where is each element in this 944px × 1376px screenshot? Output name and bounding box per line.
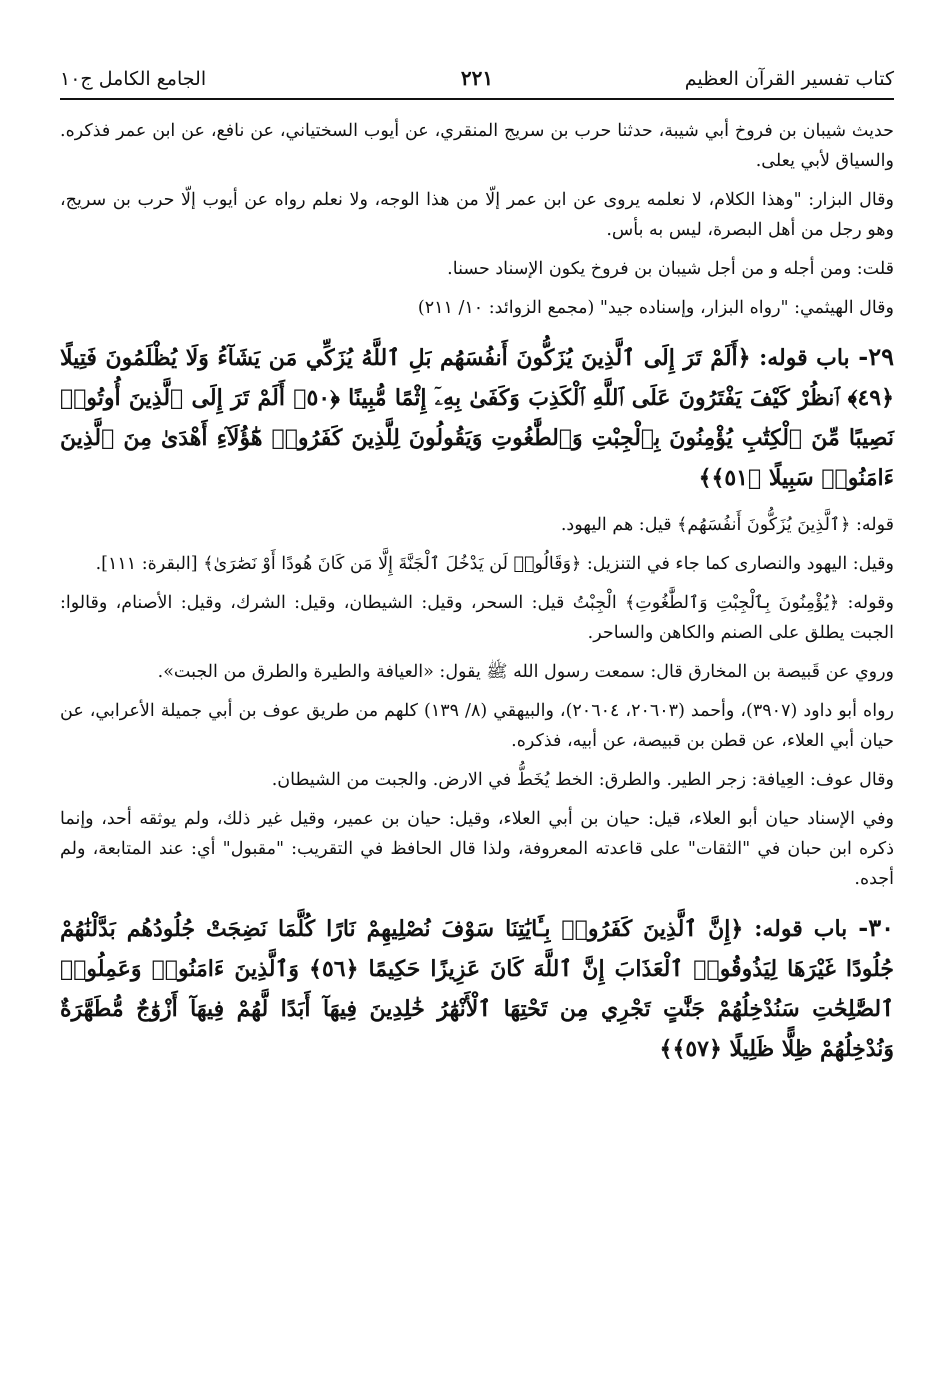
- paragraph: وقال البزار: "وهذا الكلام، لا نعلمه يروى عن ابن عمر إلّا من هذا الوجه، ولا نعلم رواه عن أيوب إلّا حرب بن سريج، وهو رجل من أهل البصرة، ليس به بأس.: [60, 190, 894, 240]
- paragraph: قلت: ومن أجله و من أجل شيبان بن فروخ يكون الإسناد حسنا.: [447, 259, 894, 279]
- paragraph: وروي عن قَبيصة بن المخارق قال: سمعت رسول الله ﷺ يقول: «العيافة والطيرة والطرق من الجبت».: [157, 662, 894, 682]
- paragraph: قوله: ﴿ٱلَّذِينَ يُزَكُّونَ أَنفُسَهُم﴾ قيل: هم اليهود.: [560, 515, 894, 535]
- quran-verse: ﴿إِنَّ ٱلَّذِينَ كَفَرُوا۟ بِـَٔايَٰتِنَا سَوْفَ نُصْلِيهِمْ نَارًا كُلَّمَا نَضِجَتْ جُلُودُهُم بَدَّلْنَٰهُمْ جُلُودًا غَيْرَهَا لِيَذُوقُوا۟ ٱلْعَذَابَ إِنَّ ٱللَّهَ كَانَ عَزِيزًا حَكِيمًا ﴿٥٦﴾ وَٱلَّذِينَ ءَامَنُوا۟ وَعَمِلُوا۟ ٱلصَّٰلِحَٰتِ سَنُدْخِلُهُمْ جَنَّٰتٍ تَجْرِي مِن تَحْتِهَا ٱلْأَنْهَٰرُ خَٰلِدِينَ فِيهَآ أَبَدًا لَّهُمْ فِيهَآ أَزْوَٰجٌ مُّطَهَّرَةٌ وَنُدْخِلُهُمْ ظِلًّا ظَلِيلًا ﴿٥٧﴾﴾: [60, 916, 894, 1062]
- paragraph: رواه أبو داود (٣٩٠٧)، وأحمد (٢٠٦٠٣، ٢٠٦٠٤)، والبيهقي (٨/ ١٣٩) كلهم من طريق عوف بن أبي جميلة الأعرابي، عن حيان أبي العلاء، عن قطن بن قبيصة، عن أبيه، فذكره.: [60, 701, 894, 751]
- section-title: باب قوله:: [754, 916, 848, 942]
- paragraph: وقوله: ﴿يُؤْمِنُونَ بِٱلْجِبْتِ وَٱلطَّٰغُوتِ﴾ الْجِبْتُ قيل: السحر، وقيل: الشيطان، وقيل: الشرك، وقيل: الأصنام، وقالوا: الجبت يطلق على الصنم والكاهن والساحر.: [60, 593, 894, 643]
- section-number: ٣٠-: [858, 913, 894, 942]
- section-title: باب قوله:: [759, 345, 850, 371]
- section-heading-29: [60, 337, 894, 498]
- paragraph: وقيل: اليهود والنصارى كما جاء في التنزيل: ﴿وَقَالُوا۟ لَن يَدْخُلَ ٱلْجَنَّةَ إِلَّا مَن كَانَ هُودًا أَوْ نَصَٰرَىٰ﴾ [البقرة: ١١١].: [95, 554, 894, 574]
- page-body: [60, 100, 894, 1069]
- section-number: ٢٩-: [858, 342, 894, 371]
- page-number: ٢٢١: [460, 66, 494, 90]
- paragraph: حديث شيبان بن فروخ أبي شيبة، حدثنا حرب بن سريج المنقري، عن أيوب السختياني، عن نافع، عن ابن عمر فذكره. والسياق لأبي يعلى.: [60, 121, 894, 171]
- section-heading-30: [60, 908, 894, 1069]
- paragraph: وقال عوف: العِيافة: زجر الطير. والطرق: الخط يُخَطُّ في الارض. والجبت من الشيطان.: [271, 770, 894, 790]
- series-title: الجامع الكامل ج١٠: [60, 68, 207, 90]
- page-header: [60, 58, 894, 100]
- book-title: كتاب تفسير القرآن العظيم: [684, 68, 894, 90]
- paragraph: وفي الإسناد حيان أبو العلاء، قيل: حيان بن أبي العلاء، وقيل: حيان بن عمير، وقيل غير ذلك، ولم يوثقه أحد، وإنما ذكره ابن حبان في "الثقات" على قاعدته المعروفة، ولذا قال الحافظ في التقريب: "مقبول" أي: عند المتابعة، ولم أجده.: [60, 809, 894, 889]
- paragraph: وقال الهيثمي: "رواه البزار، وإسناده جيد" (مجمع الزوائد: ١٠/ ٢١١): [417, 298, 894, 318]
- quran-verse: ﴿أَلَمْ تَرَ إِلَى ٱلَّذِينَ يُزَكُّونَ أَنفُسَهُم بَلِ ٱللَّهُ يُزَكِّي مَن يَشَآءُ وَلَا يُظْلَمُونَ فَتِيلًا ﴿٤٩﴾ ٱنظُرْ كَيْفَ يَفْتَرُونَ عَلَى ٱللَّهِ ٱلْكَذِبَ وَكَفَىٰ بِهِۦٓ إِثْمًا مُّبِينًا ﴿٥٠﴾ أَلَمْ تَرَ إِلَى ٱلَّذِينَ أُوتُوا۟ نَصِيبًا مِّنَ ٱلْكِتَٰبِ يُؤْمِنُونَ بِٱلْجِبْتِ وَٱلطَّٰغُوتِ وَيَقُولُونَ لِلَّذِينَ كَفَرُوا۟ هَٰٓؤُلَآءِ أَهْدَىٰ مِنَ ٱلَّذِينَ ءَامَنُوا۟ سَبِيلًا ﴿٥١﴾﴾: [60, 345, 894, 491]
